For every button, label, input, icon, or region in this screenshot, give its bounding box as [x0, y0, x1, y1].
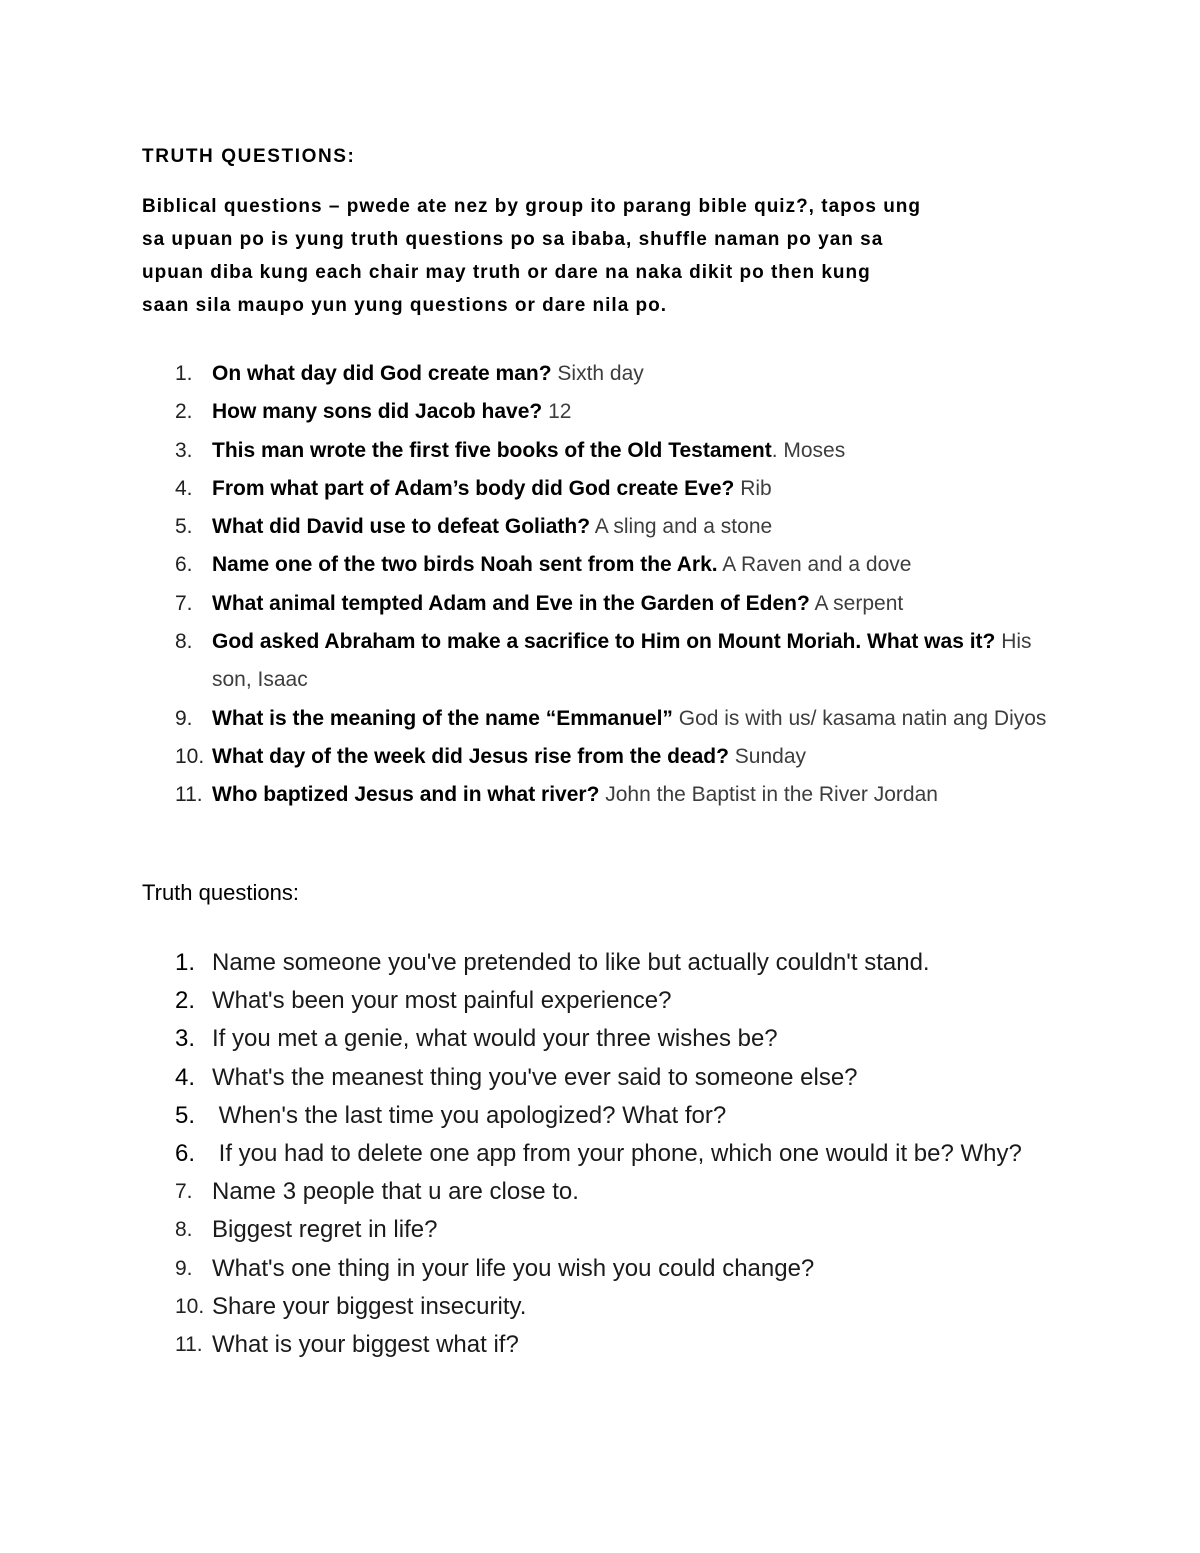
question-text: What did David use to defeat Goliath?	[212, 515, 591, 539]
intro-line: Biblical questions – pwede ate nez by group ito parang bible quiz?, tapos ung	[142, 196, 922, 217]
bible-question-list	[0, 355, 1072, 815]
question-text: What day of the week did Jesus rise from the dead?	[212, 744, 729, 768]
answer-text: A sling and a stone	[590, 515, 773, 539]
list-number: 1.	[175, 949, 196, 976]
list-item	[0, 470, 1072, 508]
list-item	[0, 700, 1072, 738]
question-text: From what part of Adam’s body did God create Eve?	[212, 476, 735, 500]
answer-text: A serpent	[809, 591, 904, 615]
list-number: 10.	[175, 1294, 205, 1318]
list-number: 8.	[175, 1218, 193, 1242]
list-number: 4.	[175, 1063, 196, 1091]
question-text: If you met a genie, what would your three wishes be?	[212, 1025, 778, 1053]
list-item	[0, 585, 1072, 623]
list-item	[0, 1250, 1072, 1288]
list-number: 10.	[175, 744, 205, 768]
answer-text: Sixth day	[551, 362, 644, 385]
answer-text: 12	[542, 400, 572, 424]
page-title: TRUTH QUESTIONS:	[142, 146, 356, 167]
answer-text: . Moses	[771, 438, 846, 462]
list-item	[0, 508, 1072, 546]
list-number: 7.	[175, 591, 193, 615]
question-text: On what day did God create man?	[212, 362, 552, 385]
list-item	[0, 1097, 1072, 1135]
intro-line: upuan diba kung each chair may truth or dare na naka dikit po then kung	[142, 262, 871, 283]
section-heading: Truth questions:	[142, 880, 299, 905]
list-number: 5.	[175, 1101, 196, 1129]
list-item	[0, 944, 1072, 982]
list-item	[0, 1173, 1072, 1211]
answer-text: His son, Isaac	[212, 630, 1032, 692]
list-number: 6.	[175, 553, 193, 577]
question-text: This man wrote the first five books of the Old Testament	[212, 438, 772, 462]
question-text: Name one of the two birds Noah sent from the Ark.	[212, 553, 718, 577]
question-text: What is the meaning of the name “Emmanuel”	[212, 706, 673, 730]
list-item	[0, 623, 1072, 700]
question-text: When's the last time you apologized? What for?	[212, 1101, 727, 1129]
list-item	[0, 1059, 1072, 1097]
list-item	[0, 546, 1072, 584]
list-item	[0, 393, 1072, 431]
list-number: 5.	[175, 515, 193, 539]
list-item	[0, 982, 1072, 1020]
list-number: 3.	[175, 1025, 196, 1053]
answer-text: Rib	[734, 476, 772, 500]
list-item	[0, 1211, 1072, 1249]
intro-line: saan sila maupo yun yung questions or dare nila po.	[142, 295, 668, 316]
question-text: What is your biggest what if?	[212, 1331, 519, 1359]
question-text: God asked Abraham to make a sacrifice to Him on Mount Moriah. What was it?	[212, 630, 996, 654]
list-number: 9.	[175, 1256, 193, 1280]
question-text: Biggest regret in life?	[212, 1216, 438, 1244]
answer-text: Sunday	[728, 744, 807, 768]
list-item	[0, 1326, 1072, 1364]
question-text: What's been your most painful experience?	[212, 987, 672, 1015]
list-number: 6.	[175, 1140, 196, 1168]
list-number: 9.	[175, 706, 193, 730]
question-text: If you had to delete one app from your phone, which one would it be? Why?	[212, 1140, 1022, 1168]
question-text: How many sons did Jacob have?	[212, 400, 543, 424]
question-text: What's the meanest thing you've ever said to someone else?	[212, 1063, 858, 1091]
list-item	[0, 432, 1072, 470]
list-number: 3.	[175, 438, 193, 462]
list-item	[0, 776, 1072, 814]
list-number: 4.	[175, 476, 193, 500]
list-number: 2.	[175, 400, 193, 424]
question-text: What animal tempted Adam and Eve in the Garden of Eden?	[212, 591, 810, 615]
question-text: Who baptized Jesus and in what river?	[212, 783, 600, 807]
question-text: What's one thing in your life you wish you could change?	[212, 1254, 815, 1282]
list-number: 2.	[175, 987, 196, 1015]
answer-text: John the Baptist in the River Jordan	[599, 783, 938, 807]
list-number: 7.	[175, 1180, 193, 1204]
list-item	[0, 355, 1072, 393]
list-number: 1.	[175, 362, 193, 385]
list-item	[0, 1020, 1072, 1058]
truth-question-list	[0, 944, 1072, 1364]
list-number: 11.	[175, 1333, 203, 1357]
question-text: Share your biggest insecurity.	[212, 1292, 527, 1320]
list-number: 11.	[175, 783, 203, 807]
answer-text: A Raven and a dove	[717, 553, 912, 577]
list-item	[0, 1135, 1072, 1173]
intro-paragraph	[142, 190, 1072, 322]
answer-text: God is with us/ kasama natin ang Diyos	[672, 706, 1047, 730]
question-text: Name someone you've pretended to like but actually couldn't stand.	[212, 949, 930, 976]
list-number: 8.	[175, 630, 193, 654]
list-item	[0, 738, 1072, 776]
question-text: Name 3 people that u are close to.	[212, 1178, 579, 1206]
intro-line: sa upuan po is yung truth questions po sa ibaba, shuffle naman po yan sa	[142, 229, 884, 250]
list-item	[0, 1288, 1072, 1326]
